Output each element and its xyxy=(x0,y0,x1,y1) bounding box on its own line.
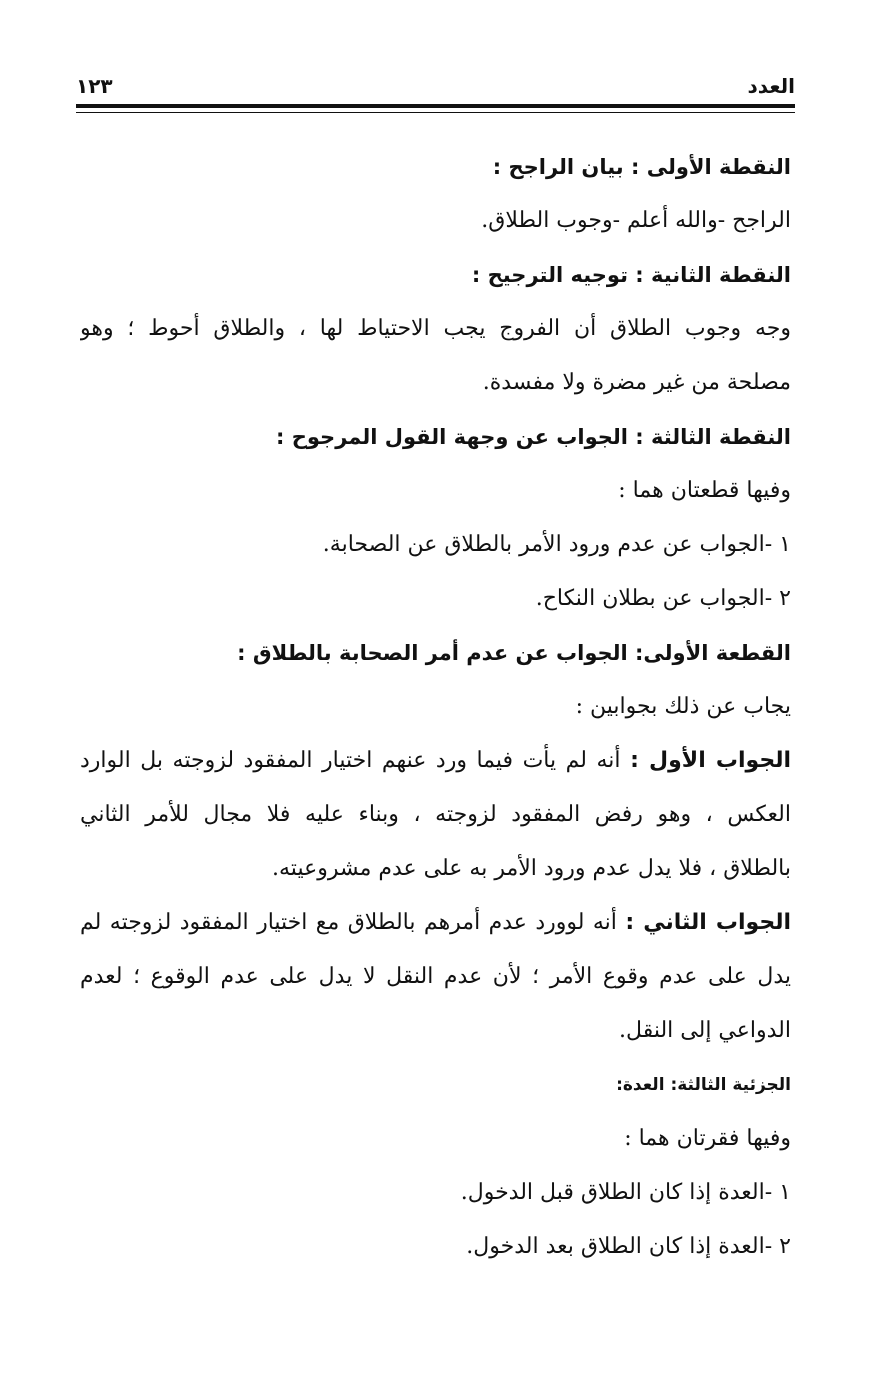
paragraph-line: بالطلاق ، فلا يدل عدم ورود الأمر به على عدم مشروعيته. xyxy=(272,856,791,881)
paragraph-line: يدل على عدم وقوع الأمر ؛ لأن عدم النقل لا يدل على عدم الوقوع ؛ لعدم xyxy=(80,964,791,989)
paragraph-line: الدواعي إلى النقل. xyxy=(619,1018,791,1043)
paragraph-line: وجه وجوب الطلاق أن الفروج يجب الاحتياط لها ، والطلاق أحوط ؛ وهو xyxy=(80,316,791,341)
paragraph-line xyxy=(80,734,791,788)
paragraph-line xyxy=(80,896,791,950)
running-title: العدد xyxy=(747,74,795,98)
paragraph-line: الراجح -والله أعلم -وجوب الطلاق. xyxy=(481,208,791,233)
list-item: ٢ -الجواب عن بطلان النكاح. xyxy=(535,586,791,611)
answer-lead: الجواب الأول : xyxy=(630,748,791,773)
page-number: ١٢٣ xyxy=(76,74,113,98)
header-rule-thick xyxy=(76,104,795,108)
section-heading: النقطة الثالثة : الجواب عن وجهة القول المرجوح : xyxy=(276,425,791,449)
answer-text: أنه لوورد عدم أمرهم بالطلاق مع اختيار المفقود لزوجته لم xyxy=(80,910,617,935)
paragraph-line: يجاب عن ذلك بجوابين : xyxy=(575,694,791,719)
answer-lead: الجواب الثاني : xyxy=(625,910,791,935)
paragraph-line: وفيها فقرتان هما : xyxy=(624,1126,791,1151)
answer-text: أنه لم يأت فيما ورد عنهم اختيار المفقود لزوجته بل الوارد xyxy=(80,748,621,773)
page-body xyxy=(80,140,791,1274)
list-item: ١ -الجواب عن عدم ورود الأمر بالطلاق عن الصحابة. xyxy=(322,532,791,557)
list-item: ١ -العدة إذا كان الطلاق قبل الدخول. xyxy=(460,1180,791,1205)
running-header xyxy=(76,72,795,100)
section-heading: النقطة الأولى : بيان الراجح : xyxy=(492,155,791,179)
paragraph-line: وفيها قطعتان هما : xyxy=(618,478,791,503)
list-item: ٢ -العدة إذا كان الطلاق بعد الدخول. xyxy=(466,1234,791,1259)
subsection-heading: الجزئية الثالثة: العدة: xyxy=(616,1075,791,1095)
paragraph-line: العكس ، وهو رفض المفقود لزوجته ، وبناء عليه فلا مجال للأمر الثاني xyxy=(80,802,791,827)
section-heading: القطعة الأولى: الجواب عن عدم أمر الصحابة بالطلاق : xyxy=(237,641,791,665)
paragraph-line: مصلحة من غير مضرة ولا مفسدة. xyxy=(482,370,791,395)
section-heading: النقطة الثانية : توجيه الترجيح : xyxy=(471,263,791,287)
header-rule-thin xyxy=(76,112,795,113)
